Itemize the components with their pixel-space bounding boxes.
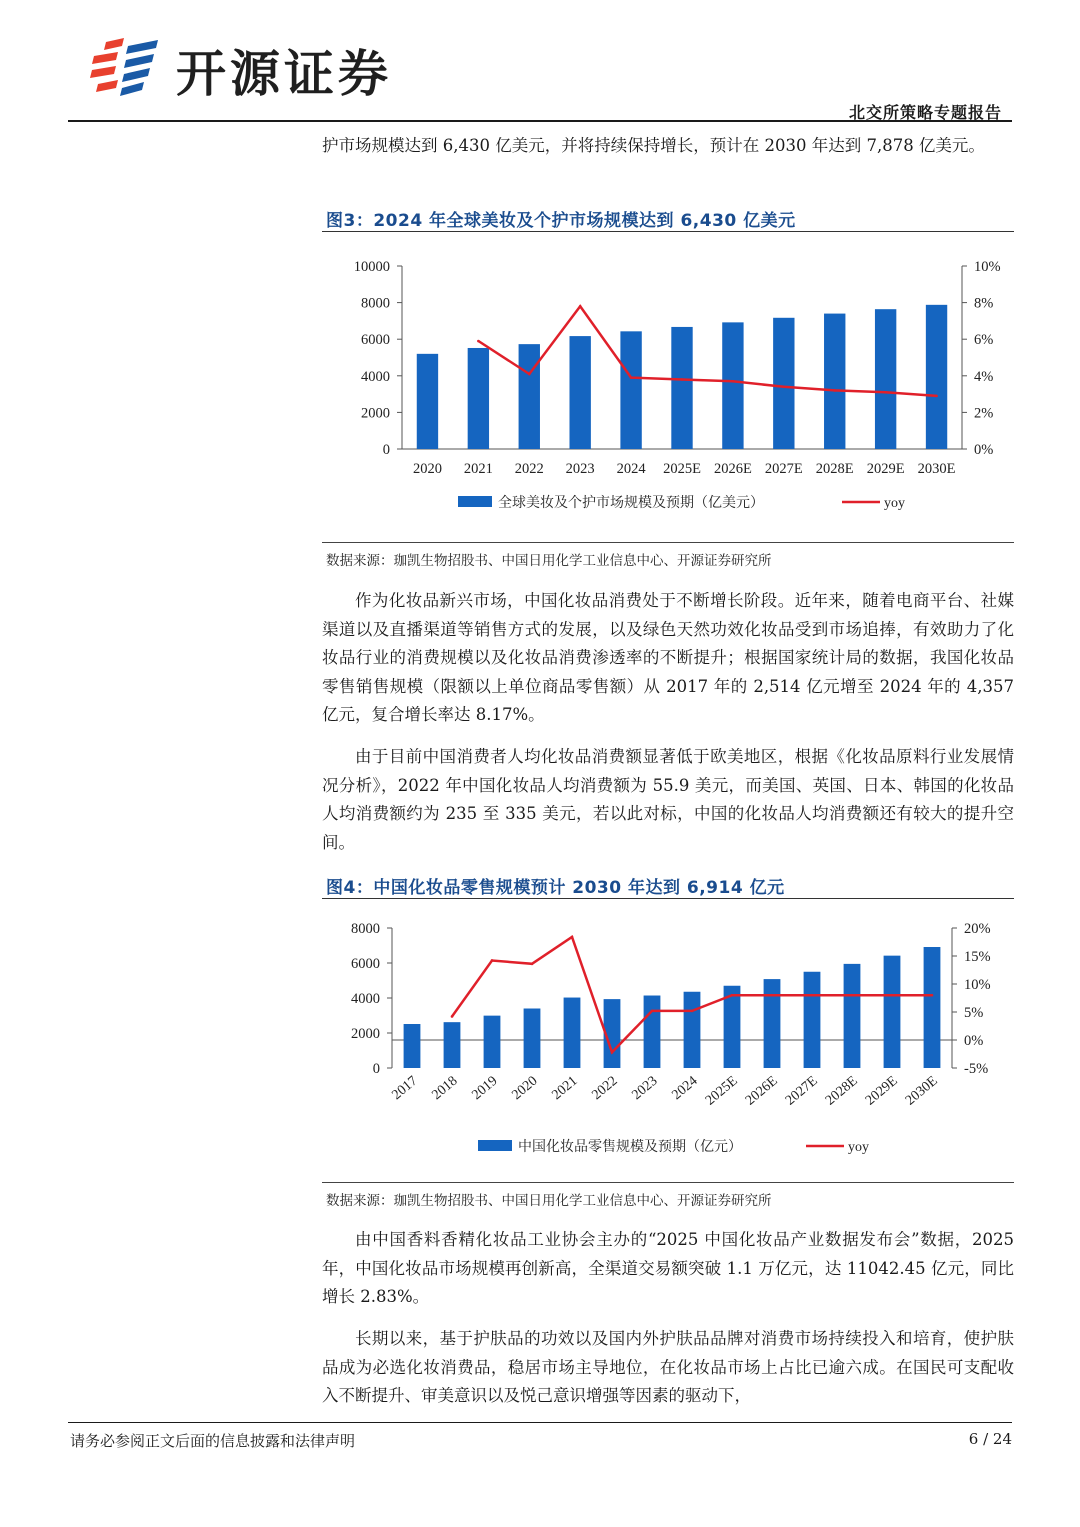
- legend-bar-swatch: [458, 496, 492, 507]
- yoy-point: [731, 994, 734, 997]
- bar: [764, 979, 781, 1068]
- y2-tick-label: 0%: [964, 1033, 984, 1049]
- y2-tick-label: 6%: [974, 332, 994, 349]
- bar: [684, 992, 701, 1068]
- x-tick-label: 2030E: [902, 1073, 941, 1109]
- yoy-point: [851, 994, 854, 997]
- figure-title: 图4：中国化妆品零售规模预计 2030 年达到 6,914 亿元: [326, 878, 785, 898]
- y-tick-label: 4000: [351, 991, 380, 1007]
- bar: [519, 344, 540, 449]
- x-tick-label: 2027E: [782, 1073, 821, 1109]
- x-tick-label: 2023: [629, 1073, 661, 1104]
- yoy-point: [528, 373, 531, 376]
- bar: [569, 336, 590, 449]
- bar: [444, 1022, 461, 1068]
- y-tick-label: 6000: [361, 332, 390, 349]
- paragraph: 由于目前中国消费者人均化妆品消费额显著低于欧美地区，根据《化妆品原料行业发展情况分析》，2022 年中国化妆品人均消费额为 55.9 美元，而美国、英国、日本、韩国的化妆品人均消费额约为 235 至 335 美元，若以此对标，中国的化妆品人均消费额还有较大的提升空间。: [322, 747, 1014, 852]
- page-number: 6 / 24: [968, 1430, 1012, 1448]
- x-tick-label: 2027E: [764, 461, 803, 477]
- x-tick-label: 2017: [389, 1073, 421, 1104]
- bar: [773, 318, 794, 449]
- bar: [926, 305, 947, 449]
- x-tick-label: 2026E: [713, 461, 752, 477]
- y2-tick-label: 10%: [974, 259, 1001, 275]
- yoy-line: [478, 306, 936, 396]
- legend-bar-label: 中国化妆品零售规模及预期（亿元）: [518, 1140, 742, 1155]
- logo-icon: [88, 36, 164, 98]
- yoy-point: [531, 963, 534, 966]
- y2-tick-label: -5%: [964, 1061, 989, 1077]
- yoy-point: [611, 1051, 614, 1054]
- x-tick-label: 2022: [514, 461, 544, 477]
- x-tick-label: 2021: [463, 461, 493, 477]
- bar: [417, 354, 438, 449]
- y2-tick-label: 10%: [964, 977, 991, 993]
- x-tick-label: 2020: [412, 461, 442, 477]
- y2-tick-label: 20%: [964, 921, 991, 937]
- y-tick-label: 4000: [361, 368, 390, 385]
- y2-tick-label: 8%: [974, 295, 994, 312]
- china-cosmetics-chart: [322, 906, 1014, 1180]
- legend-line-label: yoy: [848, 1140, 869, 1155]
- paragraph: 护市场规模达到 6,430 亿美元，并将持续保持增长，预计在 2030 年达到 7,878 亿美元。: [322, 136, 985, 155]
- figure-title: 图3：2024 年全球美妆及个护市场规模达到 6,430 亿美元: [326, 211, 796, 231]
- x-tick-label: 2026E: [742, 1073, 781, 1109]
- yoy-point: [935, 395, 938, 398]
- bar: [824, 314, 845, 449]
- paragraph: 作为化妆品新兴市场，中国化妆品消费处于不断增长阶段。近年来，随着电商平台、社媒渠道以及直播渠道等销售方式的发展，以及绿色天然功效化妆品受到市场追捧，有效助力了化妆品行业的消费规模以及化妆品消费渗透率的不断提升；根据国家统计局的数据，我国化妆品零售销售规模（限额以上单位商品零售额）从 2017 年的 2,514 亿元增至 2024 年的 4,357 亿元，复合增长率达 8.17%。: [322, 591, 1014, 724]
- x-tick-label: 2030E: [917, 461, 956, 477]
- yoy-point: [491, 959, 494, 962]
- x-tick-label: 2021: [549, 1073, 581, 1104]
- x-tick-label: 2022: [589, 1073, 621, 1104]
- legend-bar-swatch: [478, 1140, 512, 1151]
- y-tick-label: 0: [382, 442, 390, 458]
- y-tick-label: 2000: [351, 1026, 380, 1042]
- x-tick-label: 2018: [429, 1073, 461, 1104]
- bar: [524, 1009, 541, 1069]
- x-tick-label: 2028E: [815, 461, 854, 477]
- bar: [404, 1024, 421, 1068]
- bar: [722, 322, 743, 449]
- yoy-point: [771, 994, 774, 997]
- y2-tick-label: 5%: [964, 1005, 984, 1021]
- yoy-point: [891, 994, 894, 997]
- figure-divider: [322, 1182, 1014, 1183]
- bar: [804, 972, 821, 1068]
- x-tick-label: 2024: [669, 1073, 701, 1104]
- x-tick-label: 2025E: [702, 1073, 741, 1109]
- yoy-point: [571, 936, 574, 939]
- x-tick-label: 2019: [469, 1073, 501, 1104]
- bar: [468, 348, 489, 449]
- yoy-point: [691, 1010, 694, 1013]
- bar: [671, 327, 692, 449]
- yoy-point: [630, 376, 633, 379]
- y-tick-label: 8000: [351, 921, 380, 937]
- yoy-point: [931, 994, 934, 997]
- bar: [844, 964, 861, 1068]
- legend-bar-label: 全球美妆及个护市场规模及预期（亿美元）: [498, 496, 764, 511]
- yoy-point: [884, 391, 887, 394]
- yoy-point: [451, 1015, 454, 1018]
- footer-divider: [68, 1422, 1012, 1423]
- y2-tick-label: 4%: [974, 368, 994, 385]
- y2-tick-label: 0%: [974, 442, 994, 458]
- x-tick-label: 2029E: [862, 1073, 901, 1109]
- x-tick-label: 2023: [565, 461, 595, 477]
- yoy-point: [579, 305, 582, 308]
- bar: [875, 309, 896, 449]
- footer-disclaimer: 请务必参阅正文后面的信息披露和法律声明: [70, 1432, 356, 1450]
- y-tick-label: 6000: [351, 956, 380, 972]
- y2-tick-label: 2%: [974, 405, 994, 422]
- yoy-point: [732, 380, 735, 383]
- y-tick-label: 8000: [361, 295, 390, 312]
- figure-divider: [322, 542, 1014, 543]
- bar: [884, 956, 901, 1068]
- y-tick-label: 10000: [353, 259, 390, 275]
- x-tick-label: 2028E: [822, 1073, 861, 1109]
- x-tick-label: 2024: [616, 461, 646, 477]
- yoy-point: [833, 389, 836, 392]
- legend-line-label: yoy: [884, 496, 905, 511]
- logo-text: 开源证券: [176, 45, 392, 103]
- bar: [924, 947, 941, 1068]
- paragraph: 由中国香料香精化妆品工业协会主办的“2025 中国化妆品产业数据发布会”数据，2025 年，中国化妆品市场规模再创新高，全渠道交易额突破 1.1 万亿元，达 11042.45 亿元，同比增长 2.83%。: [322, 1230, 1014, 1306]
- figure-divider: [322, 231, 1014, 232]
- y2-tick-label: 15%: [964, 949, 991, 965]
- report-type: 北交所策略专题报告: [848, 103, 1002, 122]
- bar: [644, 996, 661, 1068]
- y-tick-label: 0: [372, 1061, 380, 1077]
- bar: [620, 331, 641, 449]
- x-tick-label: 2020: [509, 1073, 541, 1104]
- bar: [484, 1016, 501, 1068]
- y-tick-label: 2000: [361, 405, 390, 422]
- yoy-point: [811, 994, 814, 997]
- figure-source: 数据来源：珈凯生物招股书、中国日用化学工业信息中心、开源证券研究所: [326, 553, 772, 569]
- yoy-point: [783, 385, 786, 388]
- yoy-point: [651, 1010, 654, 1013]
- header-divider: [68, 120, 1012, 122]
- figure-divider: [322, 898, 1014, 899]
- x-tick-label: 2025E: [663, 461, 701, 477]
- bar: [564, 998, 581, 1068]
- figure-source: 数据来源：珈凯生物招股书、中国日用化学工业信息中心、开源证券研究所: [326, 1193, 772, 1209]
- paragraph: 长期以来，基于护肤品的功效以及国内外护肤品品牌对消费市场持续投入和培育，使护肤品成为必选化妆消费品，稳居市场主导地位，在化妆品市场上占比已逾六成。在国民可支配收入不断提升、审美意识以及悦己意识增强等因素的驱动下，: [322, 1329, 1014, 1405]
- yoy-point: [681, 378, 684, 381]
- yoy-point: [477, 340, 480, 343]
- global-beauty-chart: [322, 240, 1014, 540]
- x-tick-label: 2029E: [866, 461, 905, 477]
